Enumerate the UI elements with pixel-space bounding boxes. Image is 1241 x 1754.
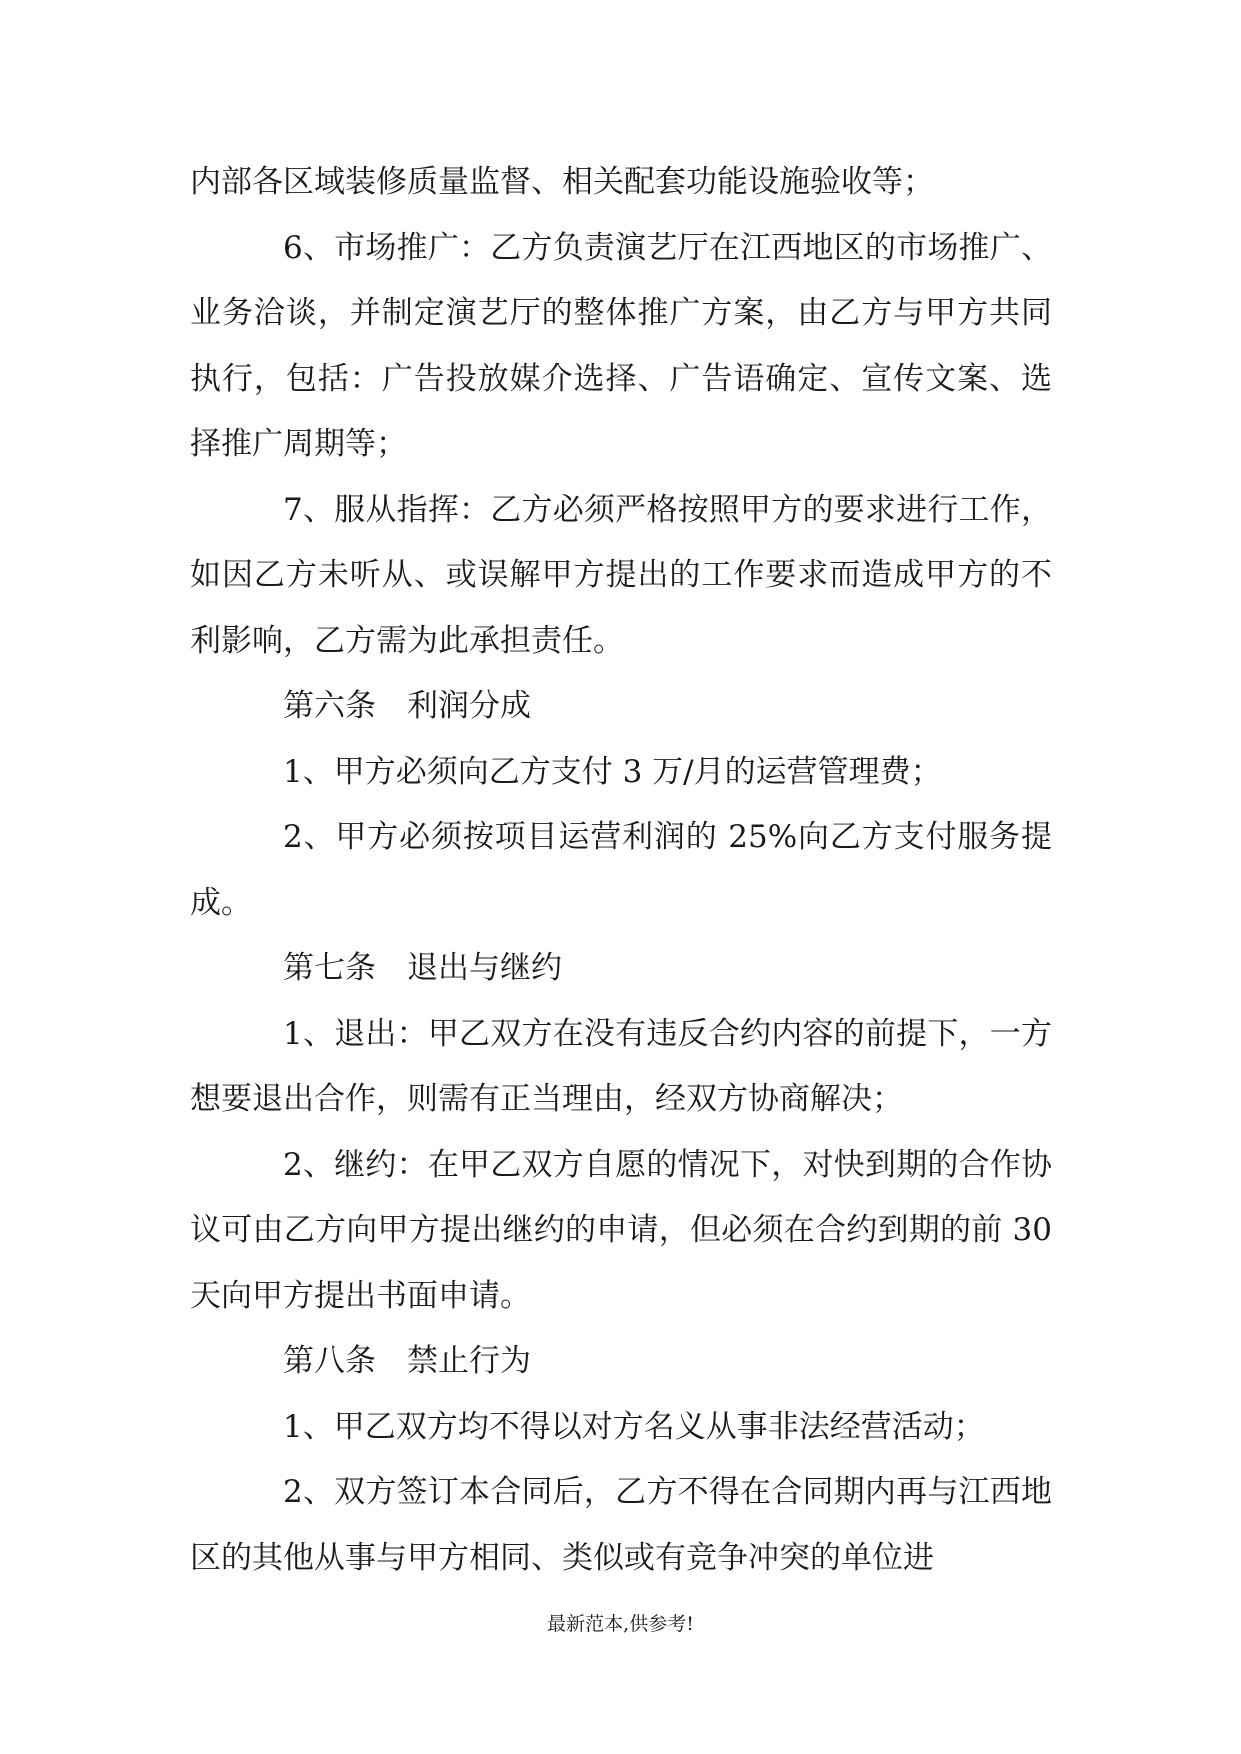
- paragraph-item-7-obey-direction: 7、服从指挥：乙方必须严格按照甲方的要求进行工作，如因乙方未听从、或误解甲方提出的工作要求而造成甲方的不利影响，乙方需为此承担责任。: [190, 491, 1052, 659]
- paragraph-article-6-item-2: 2、甲方必须按项目运营利润的 25%向乙方支付服务提成。: [190, 819, 1052, 921]
- paragraph-continuation: 内部各区域装修质量监督、相关配套功能设施验收等；: [190, 164, 934, 200]
- paragraph-item-6-market-promotion: 6、市场推广：乙方负责演艺厅在江西地区的市场推广、业务洽谈，并制定演艺厅的整体推广方案，由乙方与甲方共同执行，包括：广告投放媒介选择、广告语确定、宣传文案、选择推广周期等；: [190, 229, 1052, 462]
- paragraph-article-7-item-1: 1、退出：甲乙双方在没有违反合约内容的前提下，一方想要退出合作，则需有正当理由，经双方协商解决；: [190, 1015, 1052, 1117]
- document-body: [190, 150, 1052, 1591]
- section-heading-article-8: 第八条 禁止行为: [283, 1343, 531, 1379]
- page-footer: 最新范本,供参考!: [547, 1613, 694, 1635]
- paragraph-article-8-item-2: 2、双方签订本合同后，乙方不得在合同期内再与江西地区的其他从事与甲方相同、类似或有竞争冲突的单位进: [190, 1474, 1052, 1576]
- section-heading-article-6: 第六条 利润分成: [283, 688, 531, 724]
- section-heading-article-7: 第七条 退出与继约: [283, 950, 562, 986]
- paragraph-article-7-item-2: 2、继约：在甲乙双方自愿的情况下，对快到期的合作协议可由乙方向甲方提出继约的申请，但必须在合约到期的前 30 天向甲方提出书面申请。: [190, 1146, 1052, 1314]
- paragraph-article-6-item-1: 1、甲方必须向乙方支付 3 万/月的运营管理费；: [283, 753, 942, 790]
- paragraph-article-8-item-1: 1、甲乙双方均不得以对方名义从事非法经营活动；: [283, 1408, 985, 1445]
